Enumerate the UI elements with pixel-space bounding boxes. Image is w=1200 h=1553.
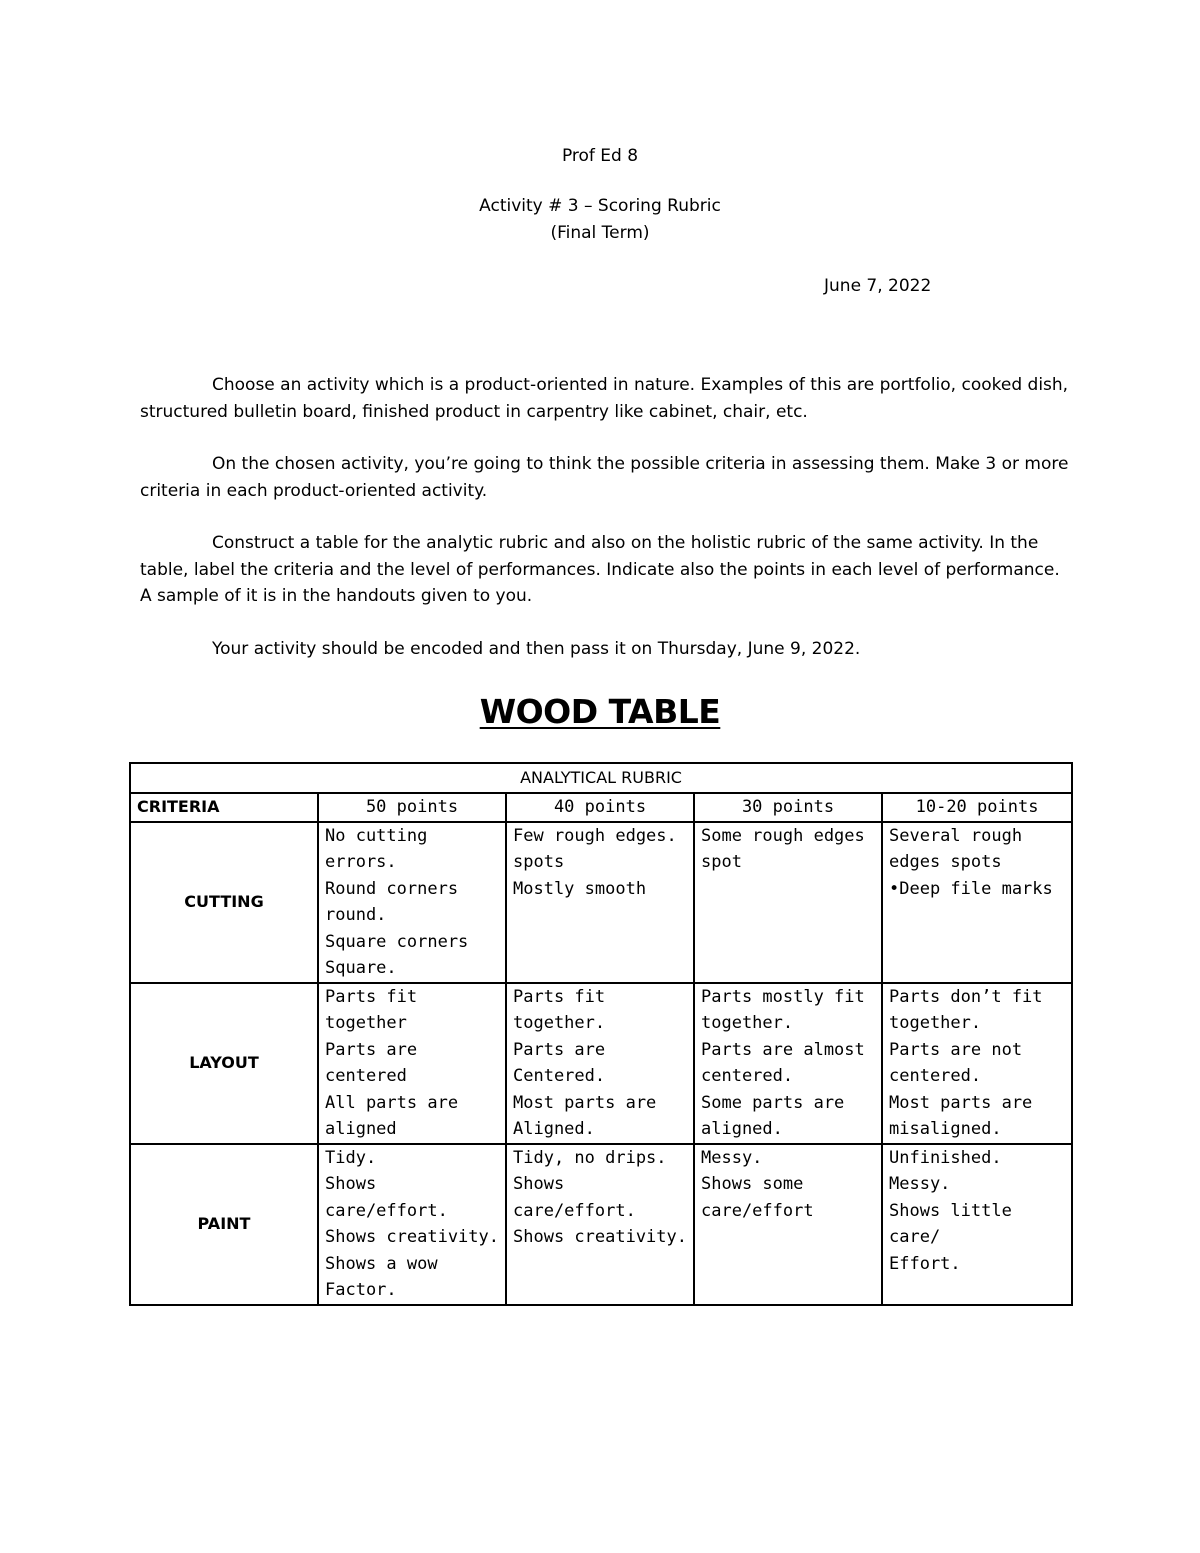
column-header-50: 50 points <box>318 793 506 822</box>
paint-50-cell: Tidy. Shows care/effort. Shows creativity. Shows a wow Factor. <box>318 1144 506 1305</box>
activity-title: Activity # 3 – Scoring Rubric <box>479 196 721 216</box>
rubric-row-paint <box>130 1144 1072 1305</box>
cutting-30-cell: Some rough edges spot <box>694 822 882 983</box>
layout-30-cell: Parts mostly fit together. Parts are almost centered. Some parts are aligned. <box>694 983 882 1144</box>
criterion-layout: LAYOUT <box>130 983 318 1144</box>
criterion-paint: PAINT <box>130 1144 318 1305</box>
rubric-title-row <box>130 763 1072 793</box>
layout-10-20-cell: Parts don’t fit together. Parts are not centered. Most parts are misaligned. <box>882 983 1072 1144</box>
paint-30-cell: Messy. Shows some care/effort <box>694 1144 882 1305</box>
rubric-row-cutting <box>130 822 1072 983</box>
course-title: Prof Ed 8 <box>561 146 639 166</box>
cutting-40-cell: Few rough edges. spots Mostly smooth <box>506 822 694 983</box>
instruction-paragraph-3: Construct a table for the analytic rubric and also on the holistic rubric of the same activity. In the table, label the criteria and the level of performances. Indicate also the points in each level of performance. A sample of it is in the handouts given to you. <box>140 533 1060 606</box>
column-header-10-20: 10-20 points <box>882 793 1072 822</box>
cutting-50-cell: No cutting errors. Round corners round. Square corners Square. <box>318 822 506 983</box>
column-header-30: 30 points <box>694 793 882 822</box>
section-title: WOOD TABLE <box>479 692 721 731</box>
layout-40-cell: Parts fit together. Parts are Centered. Most parts are Aligned. <box>506 983 694 1144</box>
instruction-paragraph-4: Your activity should be encoded and then pass it on Thursday, June 9, 2022. <box>212 639 861 659</box>
analytical-rubric-table <box>129 762 1073 1306</box>
rubric-header-row <box>130 793 1072 822</box>
rubric-row-layout <box>130 983 1072 1144</box>
paint-10-20-cell: Unfinished. Messy. Shows little care/ Effort. <box>882 1144 1072 1305</box>
layout-50-cell: Parts fit together Parts are centered All parts are aligned <box>318 983 506 1144</box>
term-label: (Final Term) <box>550 223 650 243</box>
instruction-paragraph-2: On the chosen activity, you’re going to think the possible criteria in assessing them. Make 3 or more criteria in each product-oriented activity. <box>140 454 1069 501</box>
column-header-40: 40 points <box>506 793 694 822</box>
paint-40-cell: Tidy, no drips. Shows care/effort. Shows creativity. <box>506 1144 694 1305</box>
criterion-cutting: CUTTING <box>130 822 318 983</box>
instruction-paragraph-1: Choose an activity which is a product-oriented in nature. Examples of this are portfolio, cooked dish, structured bulletin board, finished product in carpentry like cabinet, chair, etc. <box>140 375 1069 422</box>
document-date: June 7, 2022 <box>824 276 932 296</box>
rubric-title: ANALYTICAL RUBRIC <box>130 763 1072 793</box>
criteria-header: CRITERIA <box>130 793 318 822</box>
cutting-10-20-cell: Several rough edges spots •Deep file marks <box>882 822 1072 983</box>
